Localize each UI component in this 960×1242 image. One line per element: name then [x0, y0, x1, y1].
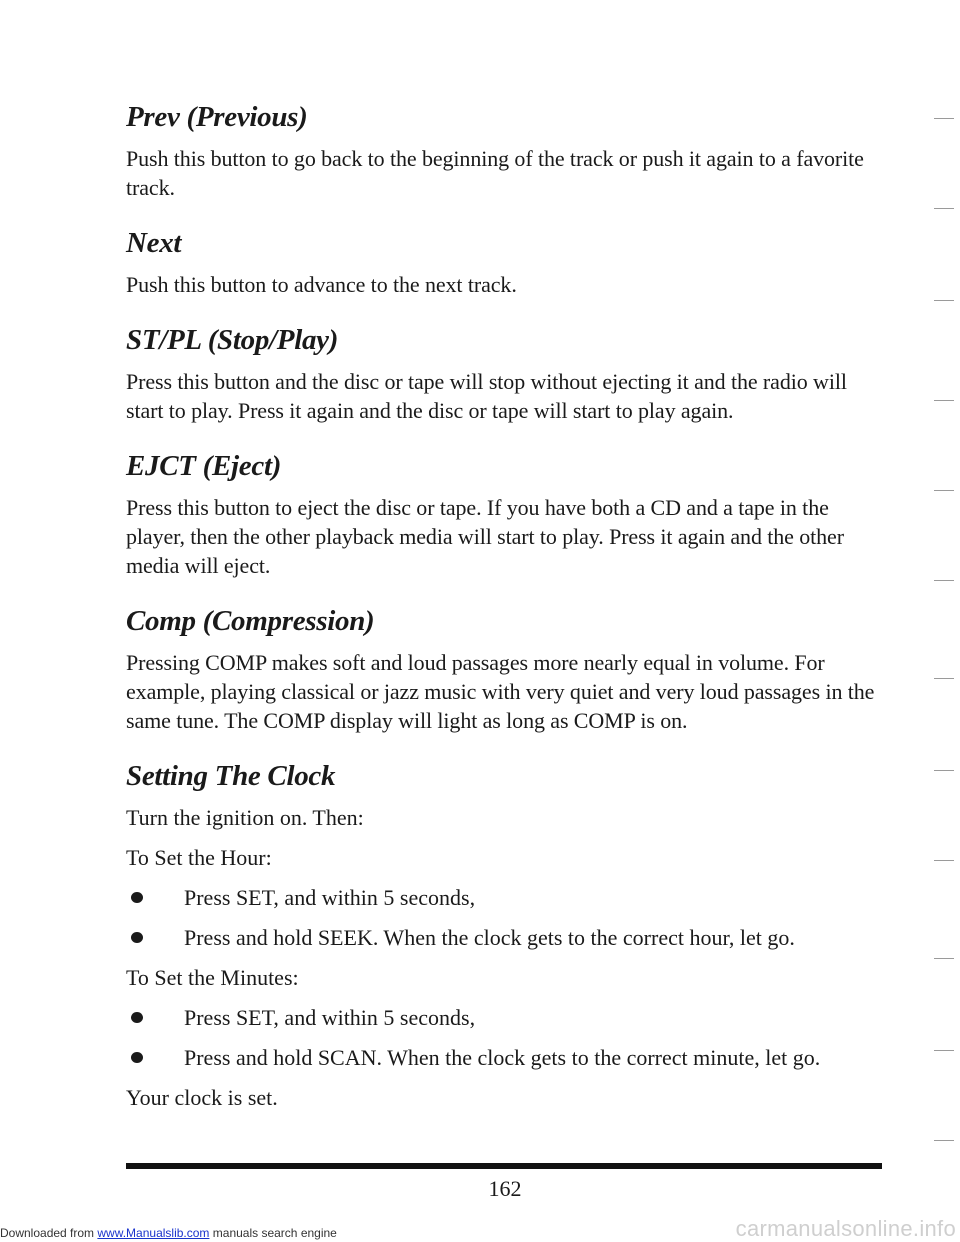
list-item-text: Press SET, and within 5 seconds, [184, 1005, 476, 1030]
bullet-icon [131, 1052, 143, 1063]
footer-rule [126, 1163, 882, 1169]
section-prev [126, 100, 886, 202]
list-item-text: Press SET, and within 5 seconds, [184, 885, 476, 910]
section-title-eject: EJCT (Eject) [126, 450, 282, 482]
section-title-next: Next [126, 227, 182, 259]
section-title-stop-play: ST/PL (Stop/Play) [126, 324, 339, 356]
clock-closing: Your clock is set. [126, 1085, 278, 1110]
bullet-icon [131, 1012, 143, 1023]
list-item [126, 923, 886, 952]
section-eject [126, 449, 886, 580]
watermark: carmanualsonline.info [735, 1216, 956, 1241]
download-footer [0, 1226, 337, 1240]
clock-intro: Turn the ignition on. Then: [126, 805, 364, 830]
section-body-stop-play: Press this button and the disc or tape will stop without ejecting it and the radio will start to play. Press it again and the disc or tape will start to play again. [126, 369, 847, 423]
manualslib-link[interactable]: www.Manualslib.com [97, 1226, 210, 1240]
page-content [126, 100, 886, 1123]
list-item-text: Press and hold SEEK. When the clock gets to the correct hour, let go. [184, 925, 795, 950]
list-item [126, 1043, 886, 1072]
section-stop-play [126, 323, 886, 425]
list-item [126, 883, 886, 912]
footer-prefix: Downloaded from [0, 1226, 98, 1240]
section-next [126, 226, 886, 299]
section-body-prev: Push this button to go back to the beginning of the track or push it again to a favorite track. [126, 146, 864, 200]
section-title-prev: Prev (Previous) [126, 101, 308, 133]
page-number: 162 [488, 1176, 522, 1201]
minute-heading: To Set the Minutes: [126, 965, 299, 990]
section-body-next: Push this button to advance to the next track. [126, 272, 517, 297]
section-title-compression: Comp (Compression) [126, 605, 375, 637]
footer-suffix: manuals search engine [209, 1226, 337, 1240]
section-body-eject: Press this button to eject the disc or tape. If you have both a CD and a tape in the player, then the other playback media will start to play. Press it again and the other media will eject. [126, 495, 844, 578]
hour-heading: To Set the Hour: [126, 845, 272, 870]
list-item [126, 1003, 886, 1032]
section-body-compression: Pressing COMP makes soft and loud passages more nearly equal in volume. For example, playing classical or jazz music with very quiet and very loud passages in the same tune. The COMP display will light as long as COMP is on. [126, 650, 875, 733]
section-compression [126, 604, 886, 735]
bullet-icon [131, 932, 143, 943]
bullet-icon [131, 892, 143, 903]
section-title-clock: Setting The Clock [126, 760, 336, 792]
list-item-text: Press and hold SCAN. When the clock gets to the correct minute, let go. [184, 1045, 821, 1070]
section-setting-clock [126, 759, 886, 1112]
margin-tick-marks [930, 0, 960, 1242]
